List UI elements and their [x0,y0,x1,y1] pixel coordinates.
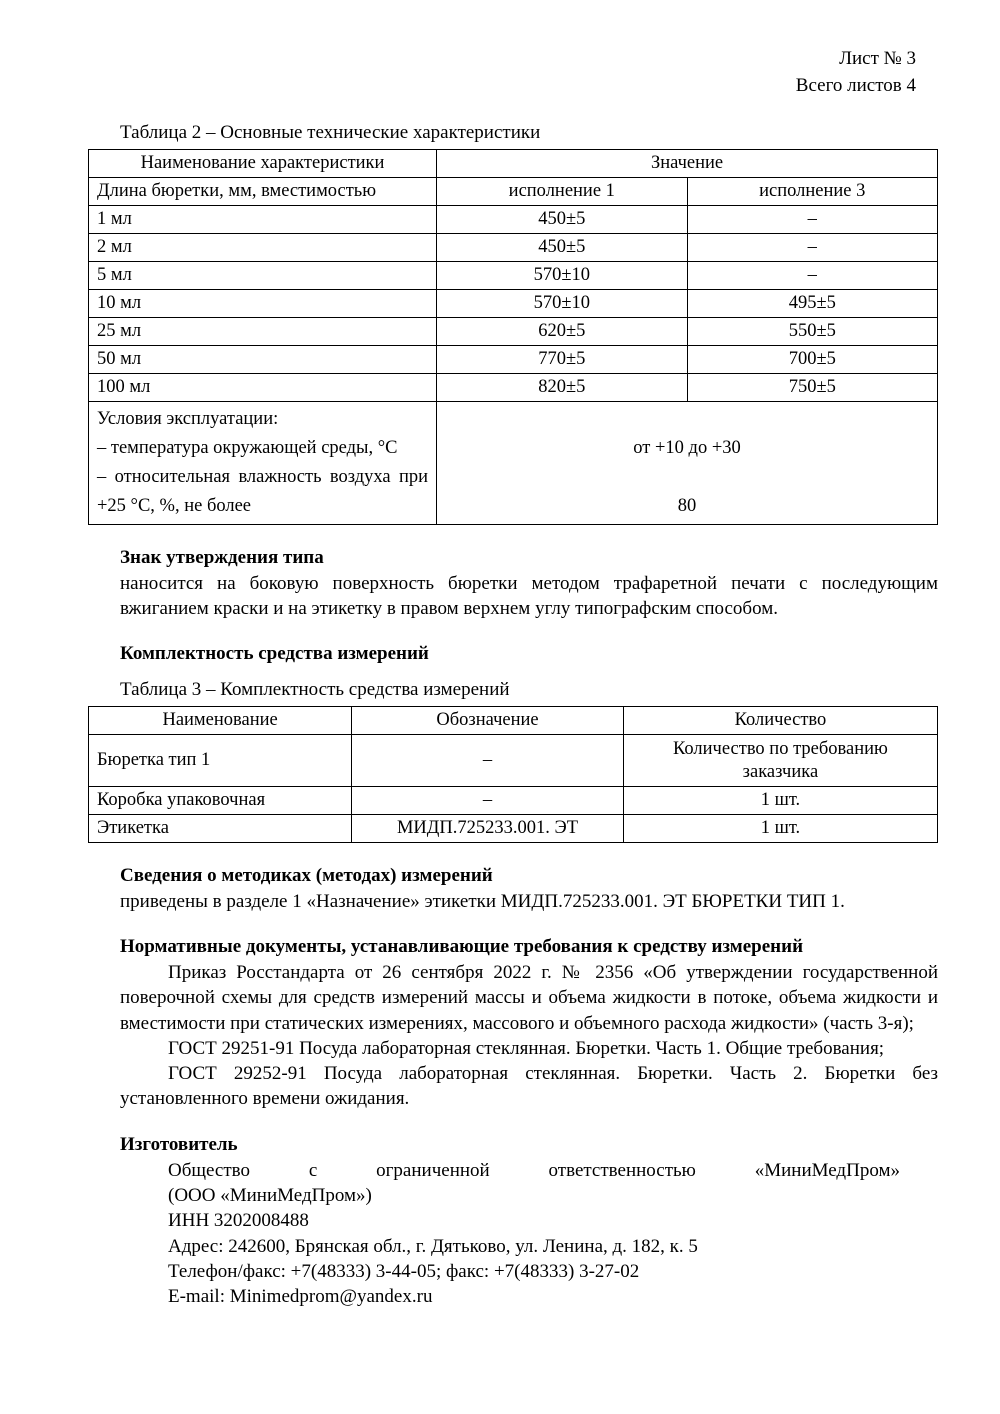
table-row [89,735,938,786]
methods-title: Сведения о методиках (методах) измерений [120,864,493,886]
item-name: Этикетка [89,814,352,842]
table-row [89,233,938,261]
table3-caption: Таблица 3 – Комплектность средства измерений [120,679,510,701]
table2-caption: Таблица 2 – Основные технические характеристики [120,121,541,143]
item-quantity [623,735,937,786]
value-variant-1: 450±5 [437,233,687,261]
header-quantity: Количество [623,707,937,735]
normative-paragraph-2: ГОСТ 29251-91 Посуда лабораторная стеклянная. Бюретки. Часть 1. Общие требования; [168,1037,885,1059]
table-row [89,345,938,373]
table-row [89,814,938,842]
operating-conditions-values [437,401,938,524]
value-variant-1: 570±10 [437,289,687,317]
sheet-number: Лист № 3 [839,48,916,69]
section-normative-documents [88,936,938,1112]
item-designation: – [352,735,624,786]
length-row-label: Длина бюретки, мм, вместимостью [89,177,437,205]
volume-label: 25 мл [89,317,437,345]
approval-mark-title: Знак утверждения типа [120,546,324,568]
value-variant-3: – [687,233,937,261]
page-header [88,46,938,100]
item-designation: МИДП.725233.001. ЭТ [352,814,624,842]
conditions-title: Условия эксплуатации: [97,408,279,429]
manufacturer-address: Адрес: 242600, Брянская обл., г. Дятьково, ул. Ленина, д. 182, к. 5 [168,1235,698,1257]
table-row [89,373,938,401]
value-variant-3: – [687,205,937,233]
value-variant-1: 450±5 [437,205,687,233]
completeness-title: Комплектность средства измерений [120,643,429,665]
volume-label: 1 мл [89,205,437,233]
section-approval-mark [88,547,938,622]
manufacturer-inn: ИНН 3202008488 [168,1210,309,1232]
volume-label: 50 мл [89,345,437,373]
table-row [89,261,938,289]
item-quantity-line1: Количество по требованию [673,739,888,760]
conditions-humidity-line2: +25 °С, %, не более [97,495,252,516]
header-name: Наименование [89,707,352,735]
table-row-conditions [89,401,938,524]
volume-label: 10 мл [89,289,437,317]
item-name: Коробка упаковочная [89,786,352,814]
value-variant-1: 820±5 [437,373,687,401]
section-completeness [88,643,938,665]
manufacturer-short-name: (ООО «МиниМедПром») [168,1184,372,1206]
total-sheets: Всего листов 4 [795,74,916,96]
manufacturer-phone: Телефон/факс: +7(48333) 3-44-05; факс: +7(48333) 3-27-02 [168,1260,640,1282]
conditions-temperature: – температура окружающей среды, °С [97,437,398,458]
manufacturer-details [88,1158,938,1310]
table-row [89,289,938,317]
table-technical-characteristics [88,149,938,525]
normative-paragraph-1: Приказ Росстандарта от 26 сентября 2022 г. № 2356 «Об утверждении государственной поверочной схемы для средств измерений массы и объема жидкости в потоке, объема жидкости и вместимости при статических измерениях, массового и объемного расхода жидкости» (часть 3-я); [120,962,938,1034]
volume-label: 5 мл [89,261,437,289]
table-row [89,149,938,177]
item-quantity-line2: заказчика [742,761,819,782]
volume-label: 100 мл [89,373,437,401]
value-variant-3: 750±5 [687,373,937,401]
operating-conditions-cell [89,401,437,524]
manufacturer-email: E-mail: Minimedprom@yandex.ru [168,1286,433,1308]
methods-text: приведены в разделе 1 «Назначение» этикетки МИДП.725233.001. ЭТ БЮРЕТКИ ТИП 1. [120,890,845,912]
item-designation: – [352,786,624,814]
table-row [89,707,938,735]
value-variant-3: 700±5 [687,345,937,373]
table-row [89,205,938,233]
item-name: Бюретка тип 1 [89,735,352,786]
value-variant-1: 620±5 [437,317,687,345]
header-designation: Обозначение [352,707,624,735]
header-name: Наименование характеристики [89,149,437,177]
humidity-value: 80 [677,495,697,516]
value-variant-1: 770±5 [437,345,687,373]
normative-title: Нормативные документы, устанавливающие требования к средству измерений [120,936,804,958]
manufacturer-full-name: Общество с ограниченной ответственностью «МиниМедПром» [168,1159,900,1181]
manufacturer-title: Изготовитель [120,1133,238,1155]
approval-mark-text: наносится на боковую поверхность бюретки методом трафаретной печати с последующим вжиганием краски и на этикетку в правом верхнем углу типографским способом. [120,572,938,620]
temperature-value: от +10 до +30 [633,437,741,458]
header-variant-1: исполнение 1 [437,177,687,205]
value-variant-1: 570±10 [437,261,687,289]
value-variant-3: 550±5 [687,317,937,345]
header-value: Значение [437,149,938,177]
normative-paragraph-3: ГОСТ 29252-91 Посуда лабораторная стеклянная. Бюретки. Часть 2. Бюретки без установленного времени ожидания. [120,1063,938,1110]
table-completeness [88,706,938,842]
header-variant-3: исполнение 3 [687,177,937,205]
section-manufacturer [88,1134,938,1310]
table-row [89,786,938,814]
table-row [89,317,938,345]
table-row [89,177,938,205]
item-quantity: 1 шт. [623,814,937,842]
section-methods [88,865,938,914]
value-variant-3: 495±5 [687,289,937,317]
volume-label: 2 мл [89,233,437,261]
value-variant-3: – [687,261,937,289]
conditions-humidity-line1: – относительная влажность воздуха при [97,466,429,487]
item-quantity: 1 шт. [623,786,937,814]
